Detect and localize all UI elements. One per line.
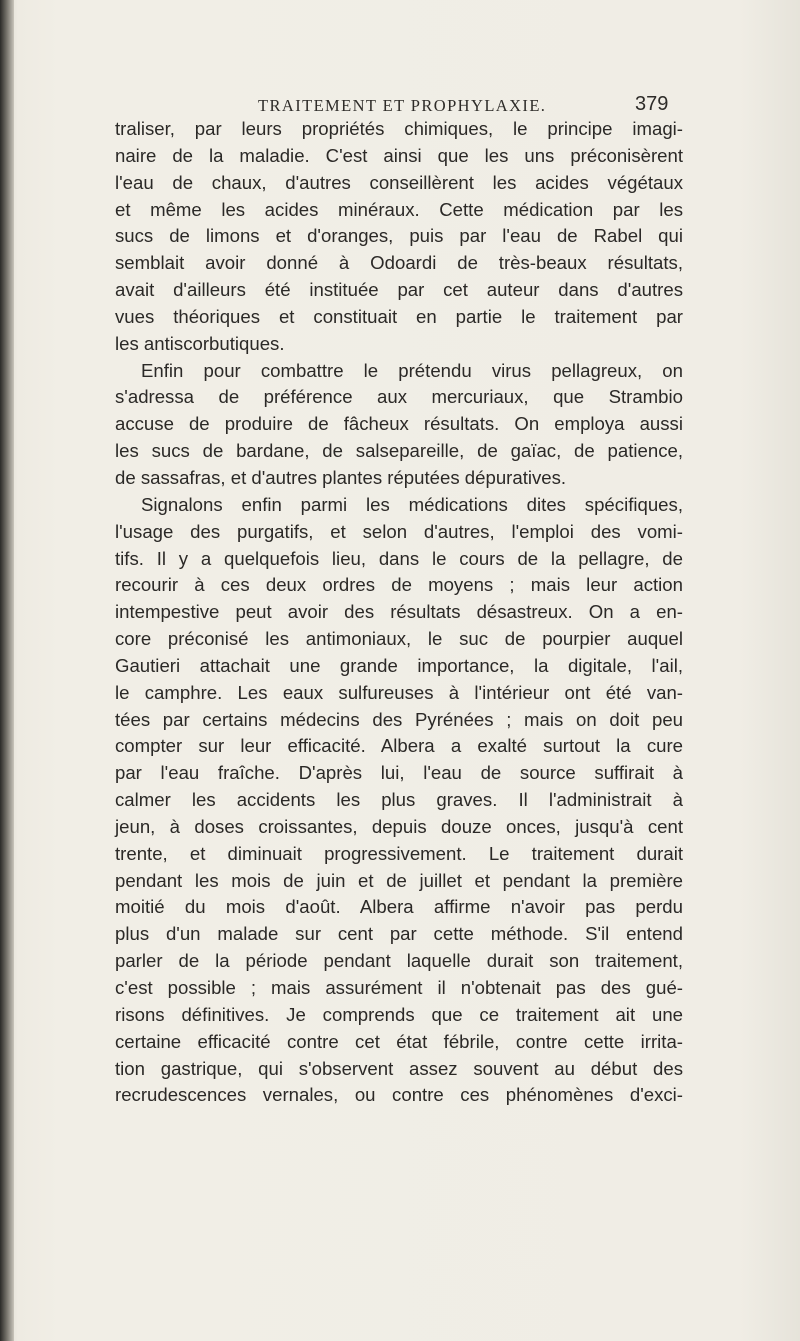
text-line: parler de la période pendant laquelle durait son traitement,	[115, 950, 683, 972]
text-line: s'adressa de préférence aux mercuriaux, que Strambio	[115, 386, 683, 408]
text-line: semblait avoir donné à Odoardi de très-beaux résultats,	[115, 252, 683, 274]
text-line: accuse de produire de fâcheux résultats. On employa aussi	[115, 413, 683, 435]
text-line: tifs. Il y a quelquefois lieu, dans le cours de la pellagre, de	[115, 547, 683, 569]
text-line: l'usage des purgatifs, et selon d'autres, l'emploi des vomi-	[115, 520, 683, 542]
text-line: naire de la maladie. C'est ainsi que les uns préconisèrent	[115, 144, 683, 166]
running-title: TRAITEMENT ET PROPHYLAXIE.	[258, 96, 547, 115]
text-line: pendant les mois de juin et de juillet et pendant la première	[115, 869, 683, 891]
text-line: recourir à ces deux ordres de moyens ; mais leur action	[115, 574, 683, 596]
text-line: l'eau de chaux, d'autres conseillèrent les acides végétaux	[115, 171, 683, 193]
text-line: Signalons enfin parmi les médications dites spécifiques,	[141, 493, 683, 515]
text-line: les sucs de bardane, de salsepareille, de gaïac, de patience,	[115, 440, 683, 462]
text-line: intempestive peut avoir des résultats désastreux. On a en-	[115, 601, 683, 623]
text-line: par l'eau fraîche. D'après lui, l'eau de source suffirait à	[115, 762, 683, 784]
text-line: de sassafras, et d'autres plantes réputées dépuratives.	[115, 466, 567, 488]
text-line: trente, et diminuait progressivement. Le traitement durait	[115, 842, 683, 864]
text-line: le camphre. Les eaux sulfureuses à l'intérieur ont été van-	[115, 681, 683, 703]
text-line: plus d'un malade sur cent par cette méthode. S'il entend	[115, 923, 683, 945]
text-line: risons définitives. Je comprends que ce traitement ait une	[115, 1003, 683, 1025]
text-line: traliser, par leurs propriétés chimiques, le principe imagi-	[115, 118, 683, 139]
text-line: les antiscorbutiques.	[115, 332, 285, 354]
text-line: avait d'ailleurs été instituée par cet auteur dans d'autres	[115, 279, 683, 301]
text-line: c'est possible ; mais assurément il n'obtenait pas des gué-	[115, 977, 683, 998]
text-line: jeun, à doses croissantes, depuis douze onces, jusqu'à cent	[115, 815, 683, 837]
text-line: et même les acides minéraux. Cette médication par les	[115, 198, 683, 220]
text-line: recrudescences vernales, ou contre ces phénomènes d'exci-	[115, 1084, 683, 1106]
text-line: Gautieri attachait une grande importance, la digitale, l'ail,	[115, 654, 683, 676]
text-line: certaine efficacité contre cet état fébrile, contre cette irrita-	[115, 1030, 683, 1052]
text-line: tées par certains médecins des Pyrénées ; mais on doit peu	[115, 708, 683, 730]
page-binding-edge	[0, 0, 14, 1341]
text-line: tion gastrique, qui s'observent assez souvent au début des	[115, 1057, 683, 1079]
text-line: compter sur leur efficacité. Albera a exalté surtout la cure	[115, 735, 683, 757]
body-text	[115, 116, 683, 1109]
page-number: 379	[635, 93, 669, 115]
text-line: vues théoriques et constituait en partie le traitement par	[115, 305, 683, 327]
text-line: core préconisé les antimoniaux, le suc de pourpier auquel	[115, 628, 683, 650]
text-line: Enfin pour combattre le prétendu virus pellagreux, on	[141, 359, 683, 381]
text-line: moitié du mois d'août. Albera affirme n'avoir pas perdu	[115, 896, 683, 918]
text-line: calmer les accidents les plus graves. Il l'administrait à	[115, 789, 683, 811]
text-line: sucs de limons et d'oranges, puis par l'eau de Rabel qui	[115, 225, 683, 247]
